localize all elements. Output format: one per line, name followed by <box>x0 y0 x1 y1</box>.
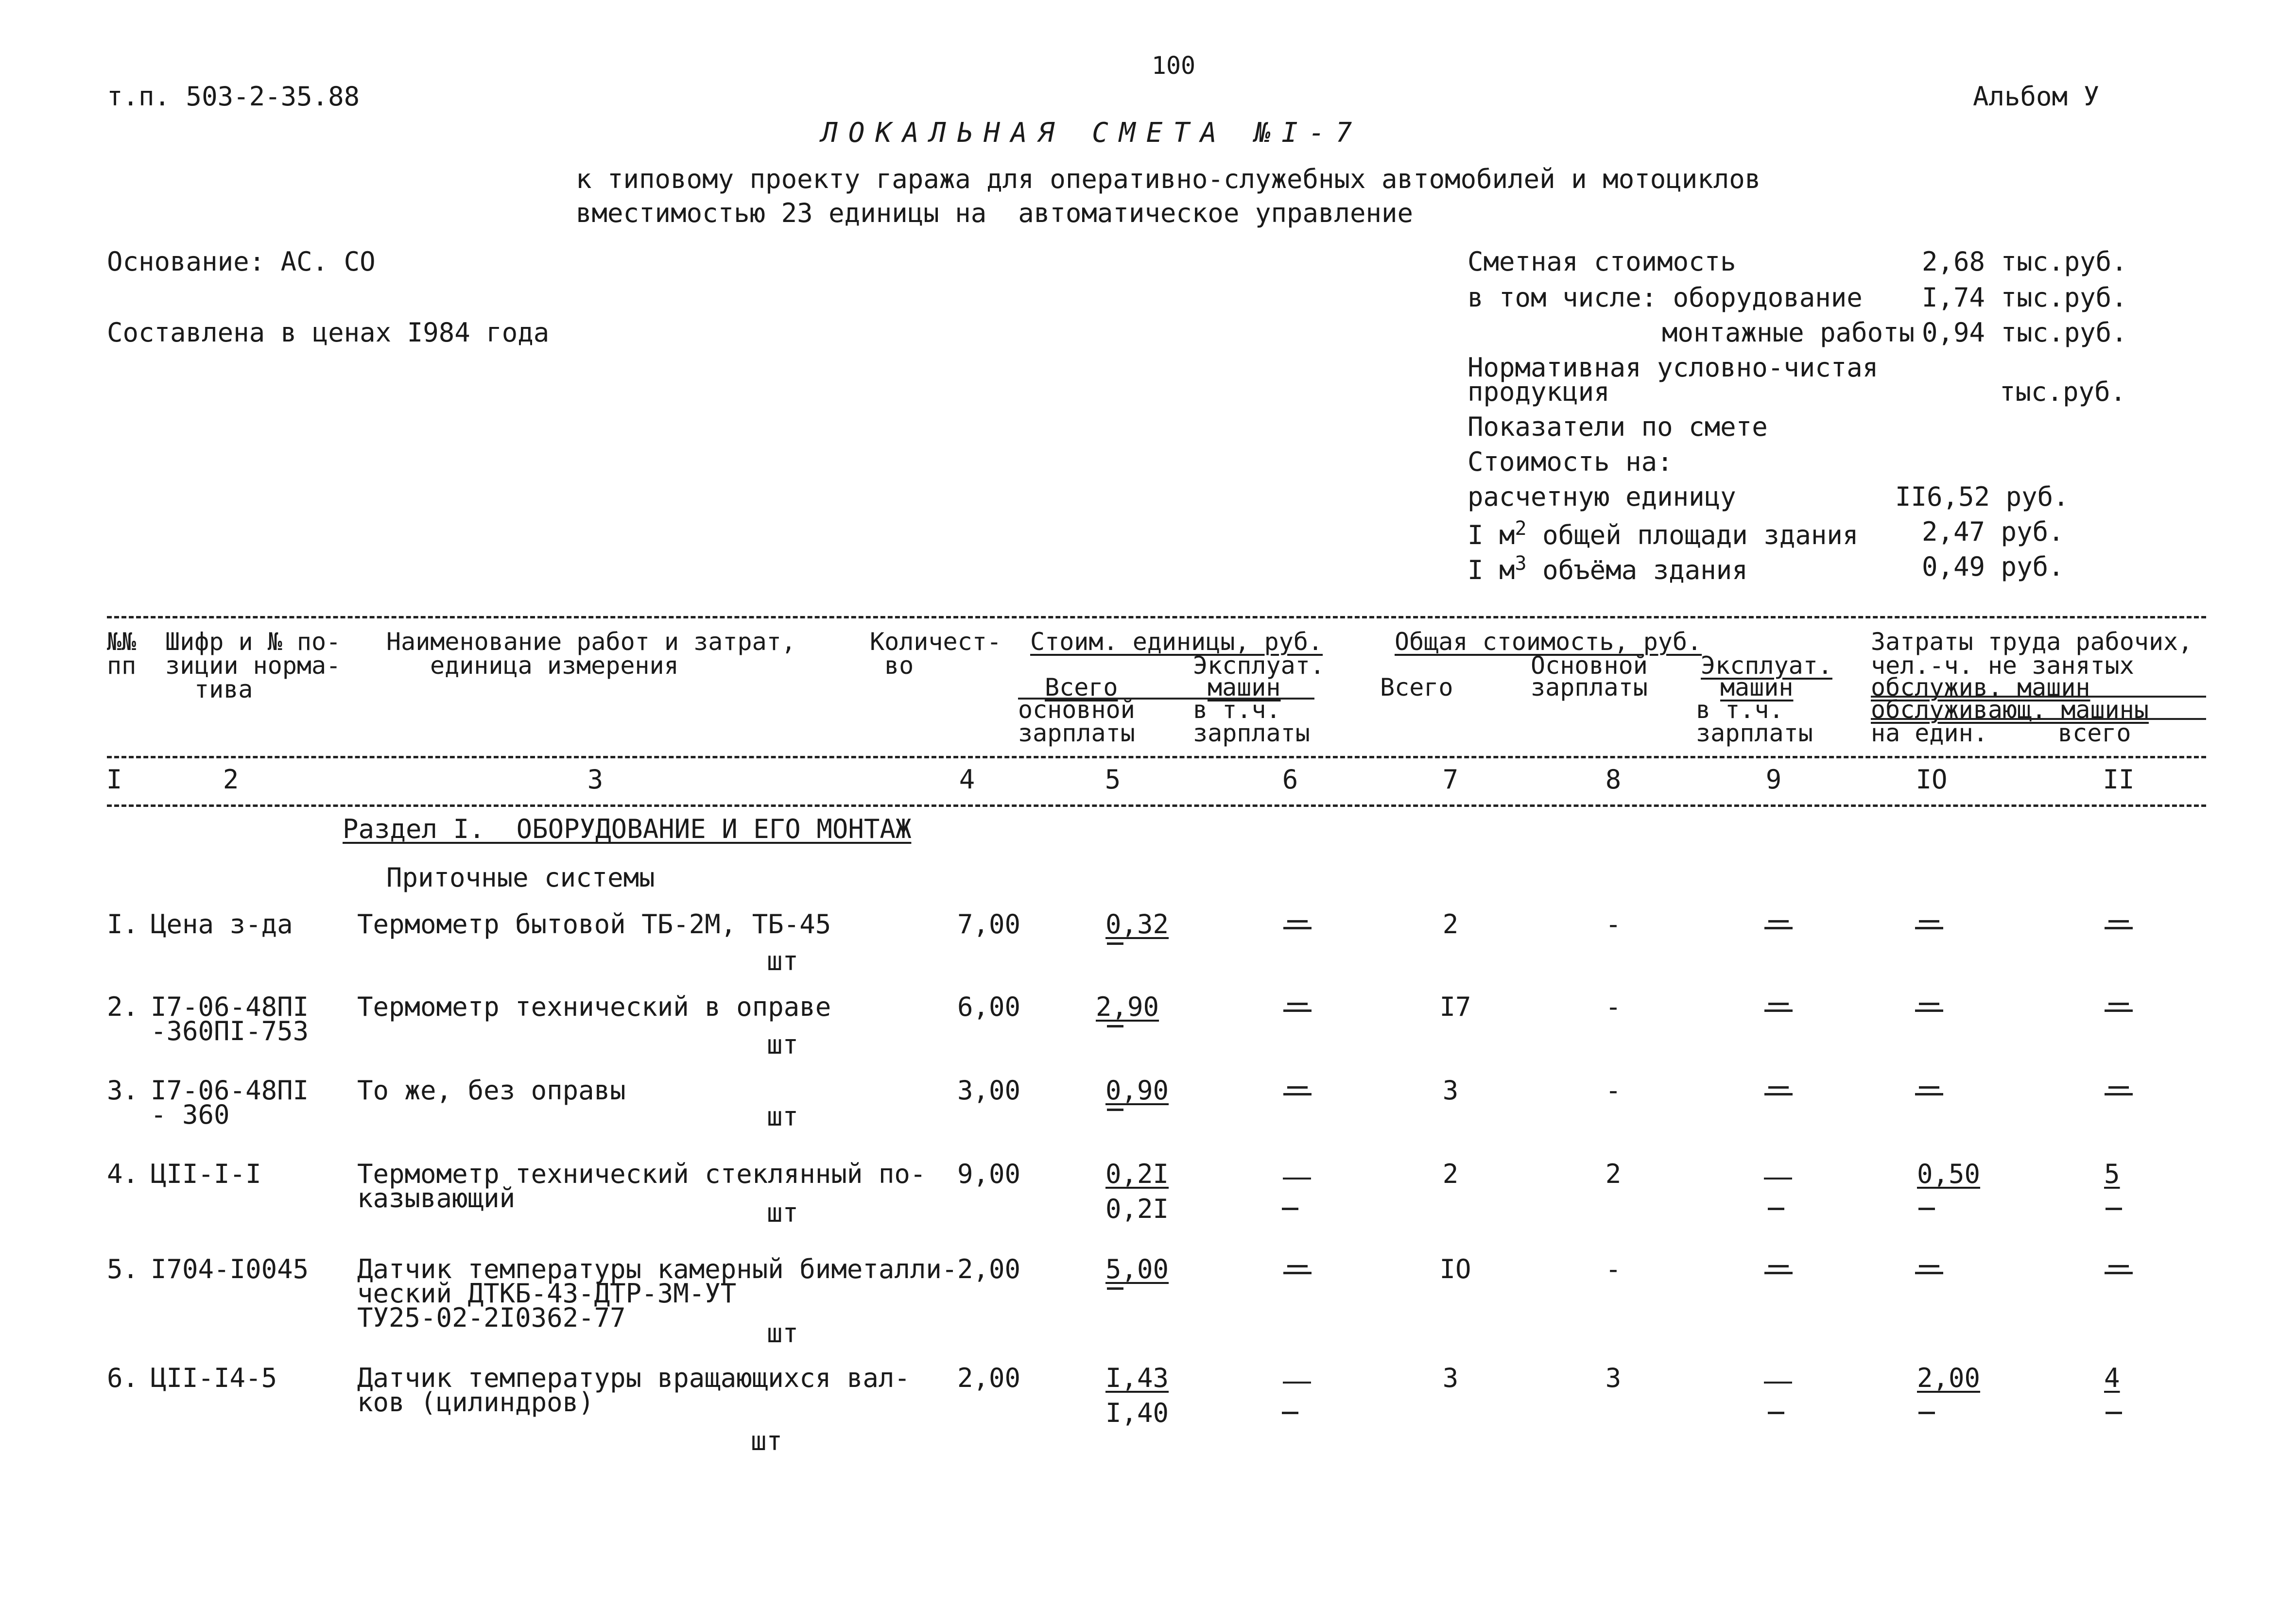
col-number-6: 6 <box>1282 764 1298 795</box>
document-title: ЛОКАЛЬНАЯ СМЕТА №I-7 <box>821 117 1363 149</box>
installation-value: 0,94 тыс.руб. <box>1922 317 2127 348</box>
col3-head-1: Наименование работ и затрат, <box>386 628 796 656</box>
row-machine-cost-empty <box>1283 1178 1311 1180</box>
labor-rule-2 <box>1871 718 2206 720</box>
row-labor-total: 5 <box>2104 1159 2120 1189</box>
row-number: 5. <box>107 1254 139 1284</box>
col8-head-2: зарплаты <box>1531 673 1648 701</box>
row-wage: - <box>1605 909 1622 940</box>
row-number: I. <box>107 909 139 940</box>
row-code-cont: -360ПI-753 <box>151 1016 309 1046</box>
row-number: 4. <box>107 1159 139 1189</box>
col9-head-1: Эксплуат. <box>1701 651 1832 680</box>
row-unit-wage-empty <box>1107 942 1123 945</box>
row-machine-total-empty <box>1764 1382 1792 1384</box>
row-unit-wage-empty <box>1107 1025 1123 1027</box>
col-number-4: 4 <box>959 764 975 795</box>
row-machine-cost-empty <box>1283 1084 1312 1101</box>
row-total: 2 <box>1442 1159 1459 1189</box>
row-labor-unit-empty <box>1915 1084 1943 1101</box>
album-label: Альбом У <box>1973 81 2100 112</box>
col1-head-2: пп <box>107 651 137 680</box>
row-labor-unit-empty <box>1915 1263 1943 1280</box>
section-title: Раздел I. ОБОРУДОВАНИЕ И ЕГО МОНТАЖ <box>343 814 912 844</box>
row-machine-wage-empty <box>1282 1208 1298 1210</box>
row-number: 3. <box>107 1075 139 1106</box>
row-code: Цена з-да <box>151 909 293 940</box>
row-quantity: 7,00 <box>957 909 1021 940</box>
row-name: Термометр бытовой ТБ-2М, ТБ-45 <box>357 909 831 940</box>
row-total: IO <box>1439 1254 1471 1284</box>
col4-head-2: во <box>884 651 914 680</box>
col9-head-2: машин <box>1720 673 1794 701</box>
col4-head-1: Количест- <box>870 628 1001 656</box>
row-name: То же, без оправы <box>357 1075 626 1106</box>
header-top-rule <box>107 616 2206 618</box>
row-machine-total-empty <box>1764 1263 1793 1280</box>
col9-head-3: в т.ч. <box>1696 696 1784 724</box>
col-number-2: 2 <box>223 764 239 795</box>
col-number-10: IO <box>1916 764 1948 795</box>
row-name-cont: ков (цилиндров) <box>357 1387 594 1418</box>
unit-cost-rule <box>1018 698 1314 700</box>
row-machine-cost-empty <box>1283 1001 1312 1017</box>
unit-cost-head: Стоим. единицы, руб. <box>1030 628 1323 656</box>
row-labor-unit-sub-empty <box>1918 1208 1935 1210</box>
col10-head: на един. <box>1871 719 1988 747</box>
col-number-3: 3 <box>587 764 604 795</box>
area-label: I $м^2$ общей площади здания <box>1467 517 1859 550</box>
row-labor-unit: 0,50 <box>1917 1159 1981 1189</box>
row-labor-unit-empty <box>1915 918 1943 935</box>
row-quantity: 2,00 <box>957 1254 1021 1284</box>
section-subtitle: Приточные системы <box>386 862 655 893</box>
row-unit-cost: 2,90 <box>1096 992 1159 1022</box>
row-wage: 2 <box>1605 1159 1622 1189</box>
area-value: 2,47 руб. <box>1922 516 2064 547</box>
row-labor-unit-sub-empty <box>1918 1412 1935 1414</box>
row-labor-unit-empty <box>1915 1001 1943 1017</box>
basis-label: Основание: АС. СО <box>107 246 376 277</box>
col-number-8: 8 <box>1605 764 1622 795</box>
row-code: I7-06-48ПI <box>151 992 309 1022</box>
equipment-value: I,74 тыс.руб. <box>1922 282 2127 313</box>
labor-head-4: обслуживающ. машины <box>1871 696 2149 724</box>
unit-value: II6,52 руб. <box>1895 481 2069 512</box>
installation-label: монтажные работы <box>1662 317 1915 348</box>
prices-label: Составлена в ценах I984 года <box>107 317 550 348</box>
row-code: I7-06-48ПI <box>151 1075 309 1106</box>
labor-head-3: обслужив. машин <box>1871 673 2090 701</box>
col6-head-3: в т.ч. <box>1193 696 1281 724</box>
row-unit-wage-empty <box>1107 1287 1123 1290</box>
header-mid-rule <box>107 756 2206 758</box>
row-machine-total-empty <box>1764 1001 1793 1017</box>
row-labor-total-sub-empty <box>2106 1208 2122 1210</box>
row-wage: - <box>1605 1254 1622 1284</box>
row-code: ЦII-I4-5 <box>151 1363 277 1393</box>
col5-head-3: зарплаты <box>1018 719 1135 747</box>
cost-per-label: Стоимость на: <box>1467 446 1673 477</box>
row-name: Термометр технический в оправе <box>357 992 831 1022</box>
col6-head-4: зарплаты <box>1193 719 1310 747</box>
row-unit-cost: 5,00 <box>1105 1254 1169 1284</box>
row-number: 2. <box>107 992 139 1022</box>
col9-head-4: зарплаты <box>1696 719 1813 747</box>
estimated-cost-value: 2,68 тыс.руб. <box>1922 246 2127 277</box>
col6-head-2: машин <box>1208 673 1281 701</box>
row-machine-cost-empty <box>1283 1382 1311 1384</box>
row-unit-wage-empty <box>1107 1109 1123 1111</box>
row-unit-cost: 0,90 <box>1105 1075 1169 1106</box>
row-quantity: 6,00 <box>957 992 1021 1022</box>
row-name: Термометр технический стеклянный по- <box>357 1159 926 1189</box>
row-machine-total-empty <box>1764 1178 1792 1180</box>
row-machine-total-wage-empty <box>1768 1208 1784 1210</box>
row-unit-cost: I,43 <box>1105 1363 1169 1393</box>
col8-head-1: Основной <box>1531 651 1648 680</box>
labor-head-2: чел.-ч. не занятых <box>1871 651 2134 680</box>
row-unit-wage: 0,2I <box>1105 1194 1169 1224</box>
including-label: в том числе: оборудование <box>1467 282 1863 313</box>
col11-head: всего <box>2058 719 2131 747</box>
row-machine-cost-empty <box>1283 918 1312 935</box>
row-total: 3 <box>1442 1363 1459 1393</box>
row-machine-total-wage-empty <box>1768 1412 1784 1414</box>
row-total: 3 <box>1442 1075 1459 1106</box>
row-labor-total-empty <box>2105 1263 2133 1280</box>
row-name-cont: казывающий <box>357 1183 516 1214</box>
col-number-9: 9 <box>1765 764 1782 795</box>
row-wage: 3 <box>1605 1363 1622 1393</box>
row-unit: шт <box>767 1029 799 1060</box>
row-total: 2 <box>1442 909 1459 940</box>
row-wage: - <box>1605 1075 1622 1106</box>
volume-label: I $м^3$ объёма здания <box>1467 552 1748 585</box>
row-machine-total-empty <box>1764 918 1793 935</box>
row-labor-total-sub-empty <box>2106 1412 2122 1414</box>
labor-head-1: Затраты труда рабочих, <box>1871 628 2193 656</box>
normative-label-2: продукция <box>1467 376 1610 407</box>
row-machine-cost-empty <box>1283 1263 1312 1280</box>
row-name: Датчик температуры камерный биметалли- <box>357 1254 958 1284</box>
subtitle-line-2: вместимостью 23 единицы на автоматическое управление <box>576 198 1414 228</box>
row-number: 6. <box>107 1363 139 1393</box>
row-unit: шт <box>751 1426 783 1456</box>
row-unit: шт <box>767 1197 799 1228</box>
row-labor-total-empty <box>2105 1001 2133 1017</box>
row-labor-total-empty <box>2105 918 2133 935</box>
indicators-label: Показатели по смете <box>1467 411 1768 442</box>
row-unit-cost: 0,2I <box>1105 1159 1169 1189</box>
row-quantity: 9,00 <box>957 1159 1021 1189</box>
row-code: ЦII-I-I <box>151 1159 261 1189</box>
normative-value: тыс.руб. <box>2000 376 2126 407</box>
col5-head-2: основной <box>1018 696 1135 724</box>
unit-label: расчетную единицу <box>1467 481 1736 512</box>
row-unit-cost: 0,32 <box>1105 909 1169 940</box>
row-unit: шт <box>767 1101 799 1132</box>
row-name-cont: ческий ДТКБ-43-ДТР-3М-УТ <box>357 1278 737 1309</box>
estimated-cost-label: Сметная стоимость <box>1467 246 1736 277</box>
col-number-7: 7 <box>1442 764 1459 795</box>
total-cost-head: Общая стоимость, руб. <box>1395 628 1702 656</box>
col1-head-1: №№ <box>107 628 137 656</box>
row-name: Датчик температуры вращающихся вал- <box>357 1363 910 1393</box>
row-code-cont: - 360 <box>151 1099 230 1130</box>
col-number-5: 5 <box>1105 764 1121 795</box>
col7-head-1: Всего <box>1380 673 1453 701</box>
row-name-cont2: ТУ25-02-2I0362-77 <box>357 1302 626 1333</box>
row-quantity: 3,00 <box>957 1075 1021 1106</box>
normative-label-1: Нормативная условно-чистая <box>1467 352 1879 383</box>
volume-value: 0,49 руб. <box>1922 551 2064 582</box>
row-quantity: 2,00 <box>957 1363 1021 1393</box>
row-unit: шт <box>767 1318 799 1349</box>
col5-head-1: Всего <box>1045 673 1118 701</box>
subtitle-line-1: к типовому проекту гаража для оперативно-служебных автомобилей и мотоциклов <box>576 164 1761 194</box>
col-number-11: II <box>2103 764 2135 795</box>
col3-head-2: единица измерения <box>430 651 679 680</box>
header-bottom-rule <box>107 804 2206 807</box>
row-labor-total: 4 <box>2104 1363 2120 1393</box>
row-labor-total-empty <box>2105 1084 2133 1101</box>
col2-head-2: зиции норма- <box>165 651 341 680</box>
labor-rule-1 <box>1871 696 2206 698</box>
row-unit-wage: I,40 <box>1105 1398 1169 1428</box>
row-total: I7 <box>1439 992 1471 1022</box>
col-number-1: I <box>106 764 122 795</box>
row-machine-total-empty <box>1764 1084 1793 1101</box>
row-machine-wage-empty <box>1282 1412 1298 1414</box>
project-code: т.п. 503-2-35.88 <box>107 81 360 112</box>
row-labor-unit: 2,00 <box>1917 1363 1981 1393</box>
page-number: 100 <box>1151 51 1196 80</box>
col6-head-1: Эксплуат. <box>1193 651 1325 680</box>
col2-head-3: тива <box>194 675 253 703</box>
row-code: I704-I0045 <box>151 1254 309 1284</box>
row-wage: - <box>1605 992 1622 1022</box>
row-unit: шт <box>767 946 799 976</box>
col2-head-1: Шифр и № по- <box>165 628 341 656</box>
